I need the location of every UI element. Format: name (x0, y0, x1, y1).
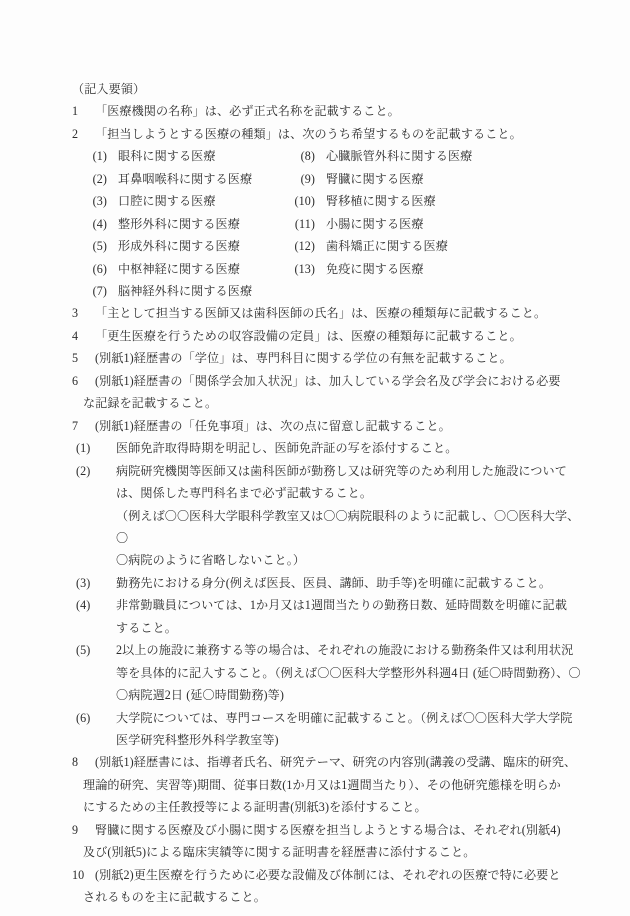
sub-text-cont: 〇病院週2日 (延〇時間勤務)等) (116, 688, 284, 703)
type-row (72, 235, 582, 257)
type-label: 整形外科に関する医療 (118, 216, 240, 231)
item-number: 9 (72, 822, 79, 837)
type-item-7 (76, 280, 252, 302)
appointment-note-6 (72, 707, 582, 752)
type-item-9 (284, 168, 424, 190)
type-label: 歯科矯正に関する医療 (326, 239, 448, 254)
item-number: 5 (72, 351, 79, 366)
appointment-note-4 (72, 594, 582, 639)
document-heading: （記入要領） (72, 82, 146, 96)
item-text-cont: な記録を記載すること。 (83, 396, 218, 411)
item-text: (別紙1)経歴書の「関係学会加入状況」は、加入している学会名及び学会における必要 (95, 373, 561, 388)
type-label: 耳鼻咽喉科に関する医療 (118, 171, 253, 186)
item-number: 4 (72, 328, 79, 343)
item-text: (別紙1)経歴書の「学位」は、専門科目に関する学位の有無を記載すること。 (95, 351, 512, 366)
appointment-note-2 (72, 460, 582, 572)
sub-text: 勤務先における身分(例えば医長、医員、講師、助手等)を明確に記載すること。 (116, 575, 552, 590)
item-number: 1 (72, 104, 79, 119)
type-number: (1) (92, 149, 107, 164)
type-row (72, 258, 582, 280)
type-item-2 (76, 168, 252, 190)
type-item-8 (284, 145, 472, 167)
sub-text-cont: は、関係した専門科名まで必ず記載すること。 (116, 486, 373, 501)
item-number: 7 (72, 418, 79, 433)
item-text: (別紙1)経歴書には、指導者氏名、研究テーマ、研究の内容別(講義の受講、臨床的研究、 (95, 755, 577, 770)
item-text-cont: 理論的研究、実習等)期間、従事日数(1か月又は1週間当たり）、その他研究態様を明らか (83, 777, 561, 792)
sub-text: 大学院については、専門コースを明確に記載すること。（例えば〇〇医科大学大学院 (116, 710, 573, 725)
sub-text-cont: （例えば〇〇医科大学眼科学教室又は〇〇病院眼科のように記載し、〇〇医科大学、〇 (116, 508, 580, 545)
type-label: 形成外科に関する医療 (118, 239, 240, 254)
type-number: (12) (294, 239, 315, 254)
type-item-1 (76, 145, 216, 167)
medical-type-list (72, 145, 582, 302)
sub-number: (4) (76, 598, 91, 613)
numbered-item-7 (72, 415, 582, 437)
type-number: (9) (300, 171, 315, 186)
item-text: 「主として担当する医師又は歯科医師の氏名」は、医療の種類毎に記載すること。 (95, 306, 547, 321)
item-number: 2 (72, 126, 79, 141)
type-label: 心臓脈管外科に関する医療 (326, 149, 473, 164)
numbered-item-6 (72, 370, 582, 415)
item-text-cont: 及び(別紙5)による臨床実績等に関する証明書を経歴書に添付すること。 (83, 845, 476, 860)
type-item-4 (76, 213, 240, 235)
item-number: 6 (72, 373, 79, 388)
item-text-cont: にするための主任教授等による証明書(別紙3)を添付すること。 (83, 800, 427, 815)
appointment-note-3 (72, 572, 582, 594)
type-item-11 (284, 213, 424, 235)
type-number: (7) (92, 283, 107, 298)
type-number: (5) (92, 239, 107, 254)
item-text: 「医療機関の名称」は、必ず正式名称を記載すること。 (95, 104, 400, 119)
sub-text: 医師免許取得時期を明記し、医師免許証の写を添付すること。 (116, 441, 458, 456)
item-text: (別紙2)更生医療を行うために必要な設備及び体制には、それぞれの医療で特に必要と (95, 867, 561, 882)
type-number: (6) (92, 261, 107, 276)
sub-text-cont: 等を具体的に記入すること。（例えば〇〇医科大学整形外科週4日 (延〇時間勤務）、〇 (116, 665, 581, 680)
item-text: 腎臓に関する医療及び小腸に関する医療を担当しようとする場合は、それぞれ(別紙4) (95, 822, 561, 837)
type-row (72, 145, 582, 167)
numbered-item-4 (72, 325, 582, 347)
type-label: 免疫に関する医療 (326, 261, 424, 276)
sub-number: (2) (76, 463, 91, 478)
sub-number: (1) (76, 441, 91, 456)
type-row (72, 190, 582, 212)
sub-text-cont: 医学研究科整形外科学教室等) (116, 733, 279, 748)
type-row (72, 213, 582, 235)
type-row (72, 280, 582, 302)
type-item-5 (76, 235, 240, 257)
item-number: 3 (72, 306, 79, 321)
item-text-cont: されるものを主に記載すること。 (83, 890, 266, 905)
numbered-item-5 (72, 347, 582, 369)
type-label: 眼科に関する医療 (118, 149, 216, 164)
type-number: (4) (92, 216, 107, 231)
item-number: 8 (72, 755, 79, 770)
sub-number: (5) (76, 643, 91, 658)
appointment-note-5 (72, 639, 582, 706)
type-item-6 (76, 258, 240, 280)
type-label: 腎臓に関する医療 (326, 171, 424, 186)
type-item-10 (284, 190, 436, 212)
sub-number: (3) (76, 575, 91, 590)
item-text: (別紙1)経歴書の「任免事項」は、次の点に留意し記載すること。 (95, 418, 451, 433)
numbered-item-3 (72, 302, 582, 324)
type-label: 腎移植に関する医療 (326, 194, 436, 209)
appointment-note-1 (72, 437, 582, 459)
item-number: 10 (72, 867, 85, 882)
numbered-item-9 (72, 819, 582, 864)
sub-text-cont: 〇病院のように省略しないこと。） (116, 553, 306, 568)
type-item-3 (76, 190, 216, 212)
numbered-item-1 (72, 100, 582, 122)
type-label: 口腔に関する医療 (118, 194, 216, 209)
type-label: 脳神経外科に関する医療 (118, 283, 253, 298)
type-number: (8) (300, 149, 315, 164)
sub-text: 2以上の施設に兼務する等の場合は、それぞれの施設における勤務条件又は利用状況 (116, 643, 574, 658)
type-number: (11) (294, 216, 315, 231)
type-item-12 (284, 235, 448, 257)
type-number: (3) (92, 194, 107, 209)
numbered-item-10 (72, 864, 582, 909)
type-label: 中枢神経に関する医療 (118, 261, 240, 276)
type-number: (2) (92, 171, 107, 186)
type-row (72, 168, 582, 190)
item-text: 「更生医療を行うための収容設備の定員」は、医療の種類毎に記載すること。 (95, 328, 522, 343)
sub-text-cont: すること。 (116, 620, 177, 635)
type-number: (13) (294, 261, 315, 276)
type-label: 小腸に関する医療 (326, 216, 424, 231)
numbered-item-8 (72, 751, 582, 818)
sub-number: (6) (76, 710, 91, 725)
type-item-13 (284, 258, 424, 280)
type-number: (10) (294, 194, 315, 209)
numbered-item-2 (72, 123, 582, 145)
sub-text: 非常勤職員については、1か月又は1週間当たりの勤務日数、延時間数を明確に記載 (116, 598, 568, 613)
sub-text: 病院研究機関等医師又は歯科医師が勤務し又は研究等のため利用した施設について (116, 463, 567, 478)
item-text: 「担当しようとする医療の種類」は、次のうち希望するものを記載すること。 (95, 126, 522, 141)
